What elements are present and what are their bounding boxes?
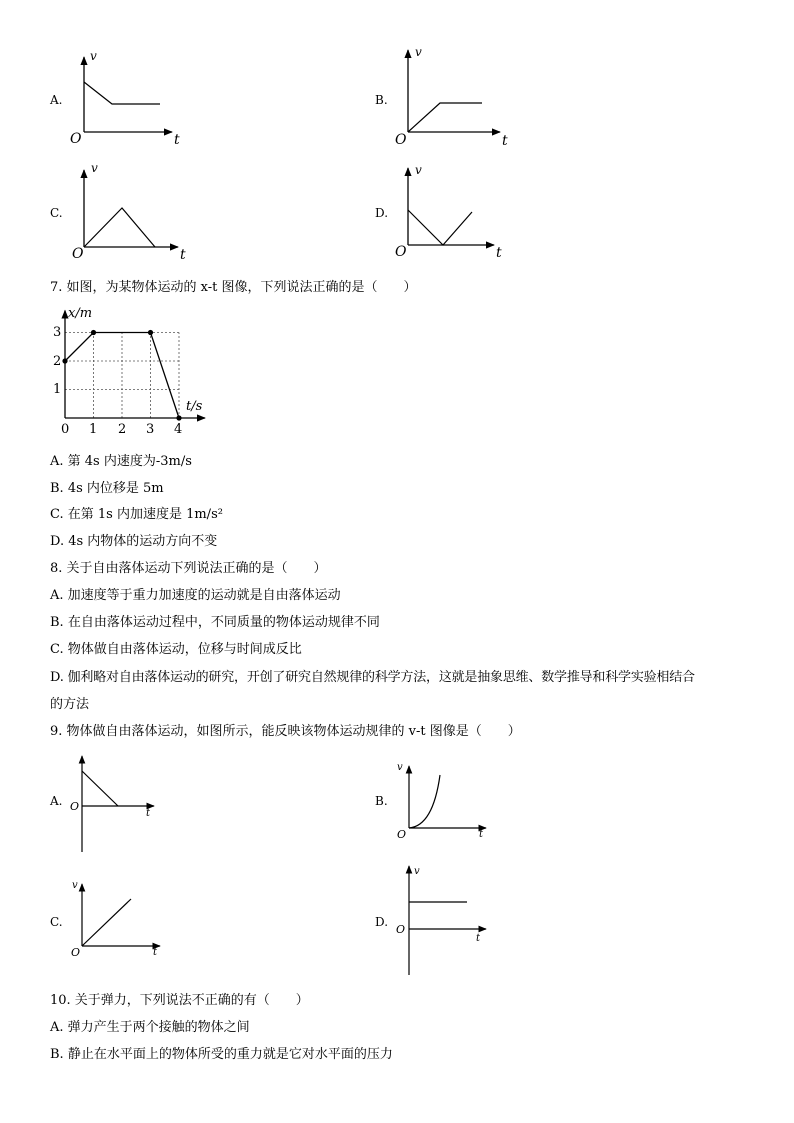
origin-label: O: [397, 828, 407, 841]
q7-option-b: B. 4s 内位移是 5m: [50, 481, 164, 496]
v-label: v: [397, 762, 403, 773]
y-tick-label: 1: [53, 382, 62, 397]
x-tick-label: 3: [146, 422, 155, 437]
q10-option-b: B. 静止在水平面上的物体所受的重力就是它对水平面的压力: [50, 1047, 393, 1062]
option-label: D.: [375, 206, 389, 220]
t-label: t: [180, 247, 186, 263]
x-tick-label: 1: [89, 422, 98, 437]
x-tick-label: 2: [118, 422, 127, 437]
x-tick-label: 0: [61, 422, 70, 437]
q10-stem: 10. 关于弹力，下列说法不正确的有（ ）: [50, 993, 309, 1008]
y-axis-label: x/m: [68, 306, 93, 321]
t-label: t: [502, 133, 508, 149]
v-label: v: [414, 866, 420, 877]
t-label: t: [479, 829, 484, 840]
q10-option-a: A. 弹力产生于两个接触的物体之间: [50, 1020, 250, 1035]
origin-label: O: [396, 923, 406, 936]
option-label: C.: [50, 915, 63, 929]
v-label: v: [90, 49, 97, 63]
x-tick-label: 4: [174, 422, 183, 437]
t-label: t: [174, 132, 180, 148]
option-label: B.: [375, 93, 388, 107]
q8-option-c: C. 物体做自由落体运动，位移与时间成反比: [50, 642, 302, 657]
t-label: t: [146, 808, 151, 819]
t-label: t: [496, 245, 502, 261]
q9-stem: 9. 物体做自由落体运动，如图所示，能反映该物体运动规律的 v-t 图像是（ ）: [50, 724, 521, 739]
option-label: B.: [375, 794, 388, 808]
x-axis-label: t/s: [186, 399, 203, 414]
origin-label: O: [395, 132, 407, 148]
q8-option-d: D. 伽利略对自由落体运动的研究，开创了研究自然规律的科学方法，这就是抽象思维、数学推导和科学实验相结合: [50, 670, 695, 685]
y-tick-label: 3: [53, 325, 62, 340]
origin-label: O: [72, 246, 84, 262]
q7-option-c: C. 在第 1s 内加速度是 1m/s²: [50, 507, 223, 522]
option-label: D.: [375, 915, 389, 929]
q7-option-a: A. 第 4s 内速度为-3m/s: [50, 454, 192, 469]
origin-label: O: [70, 131, 82, 147]
q7-stem: 7. 如图，为某物体运动的 x-t 图像，下列说法正确的是（ ）: [50, 280, 417, 295]
v-label: v: [72, 880, 78, 891]
v-label: v: [415, 45, 422, 59]
option-label: A.: [50, 794, 63, 808]
q8-stem: 8. 关于自由落体运动下列说法正确的是（ ）: [50, 561, 327, 576]
q8-option-d-cont: 的方法: [50, 697, 90, 712]
q8-option-b: B. 在自由落体运动过程中，不同质量的物体运动规律不同: [50, 615, 380, 630]
q8-option-a: A. 加速度等于重力加速度的运动就是自由落体运动: [50, 588, 341, 603]
t-label: t: [476, 933, 481, 944]
y-tick-label: 2: [53, 354, 62, 369]
t-label: t: [153, 947, 158, 958]
origin-label: O: [71, 946, 81, 959]
option-label: C.: [50, 206, 63, 220]
origin-label: O: [70, 800, 80, 813]
q7-option-d: D. 4s 内物体的运动方向不变: [50, 534, 218, 549]
origin-label: O: [395, 244, 407, 260]
v-label: v: [415, 163, 422, 177]
v-label: v: [91, 161, 98, 175]
option-label: A.: [50, 93, 63, 107]
